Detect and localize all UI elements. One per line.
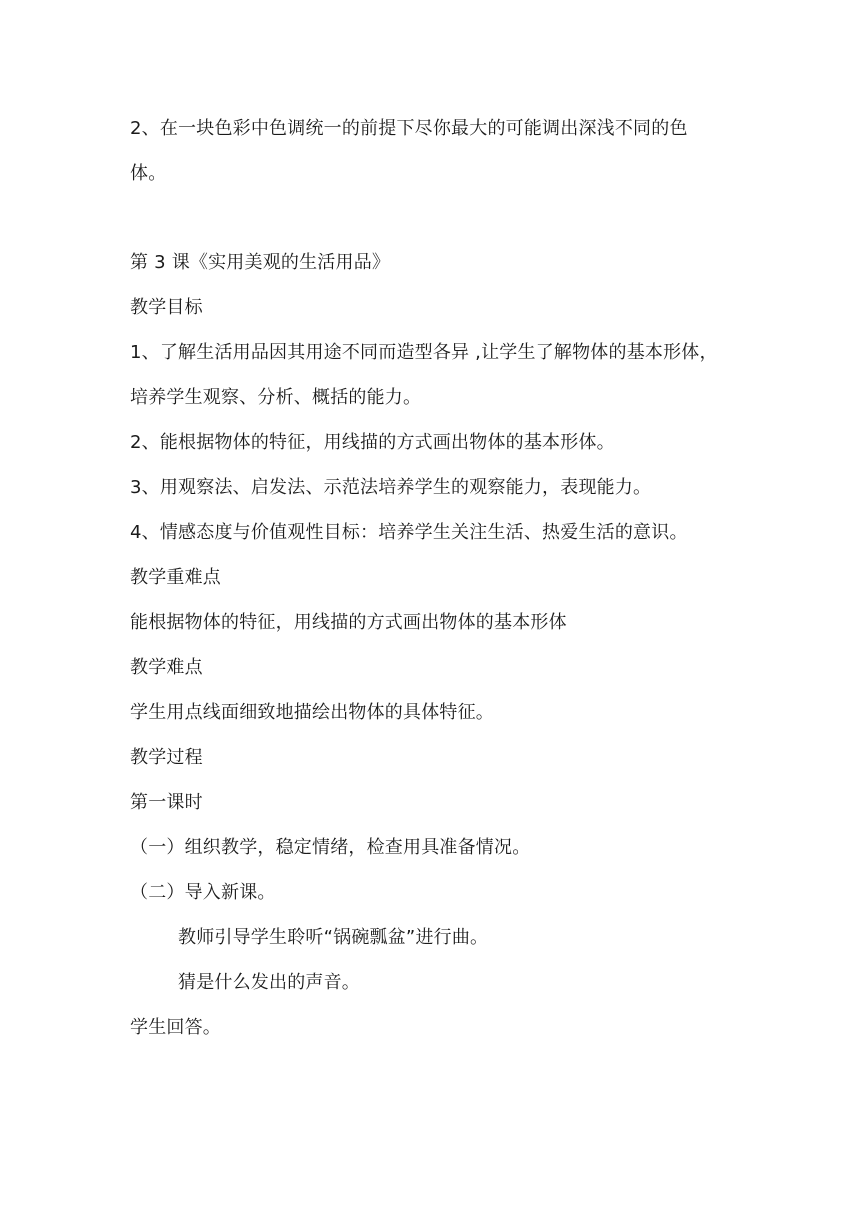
paragraph-line: 4、情感态度与价值观性目标：培养学生关注生活、热爱生活的意识。 [130,522,688,543]
section-heading: 教学目标 [130,297,203,318]
indented-line: 猜是什么发出的声音。 [178,972,360,993]
paragraph-line: 培养学生观察、分析、概括的能力。 [130,387,422,408]
paragraph-line: 学生用点线面细致地描绘出物体的具体特征。 [130,702,494,723]
section-heading: 教学过程 [130,747,203,768]
paragraph-line: 2、能根据物体的特征，用线描的方式画出物体的基本形体。 [130,432,615,453]
paragraph-line: 1、了解生活用品因其用途不同而造型各异 ,让学生了解物体的基本形体， [130,342,718,363]
lesson-title: 第 3 课《实用美观的生活用品》 [130,252,391,273]
section-heading: 第一课时 [130,792,203,813]
paragraph-line: 2、在一块色彩中色调统一的前提下尽你最大的可能调出深浅不同的色 [130,118,688,139]
section-heading: 教学难点 [130,657,203,678]
indented-line: 教师引导学生聆听“锅碗瓢盆”进行曲。 [178,927,489,948]
paragraph-line: 学生回答。 [130,1017,221,1038]
paragraph-line: 能根据物体的特征，用线描的方式画出物体的基本形体 [130,612,567,633]
paragraph-line: 体。 [130,163,167,184]
paragraph-line: 3、用观察法、启发法、示范法培养学生的观察能力，表现能力。 [130,477,652,498]
paragraph-line: （一）组织教学，稳定情绪，检查用具准备情况。 [130,837,531,858]
section-heading: 教学重难点 [130,567,221,588]
paragraph-line: （二）导入新课。 [130,882,276,903]
